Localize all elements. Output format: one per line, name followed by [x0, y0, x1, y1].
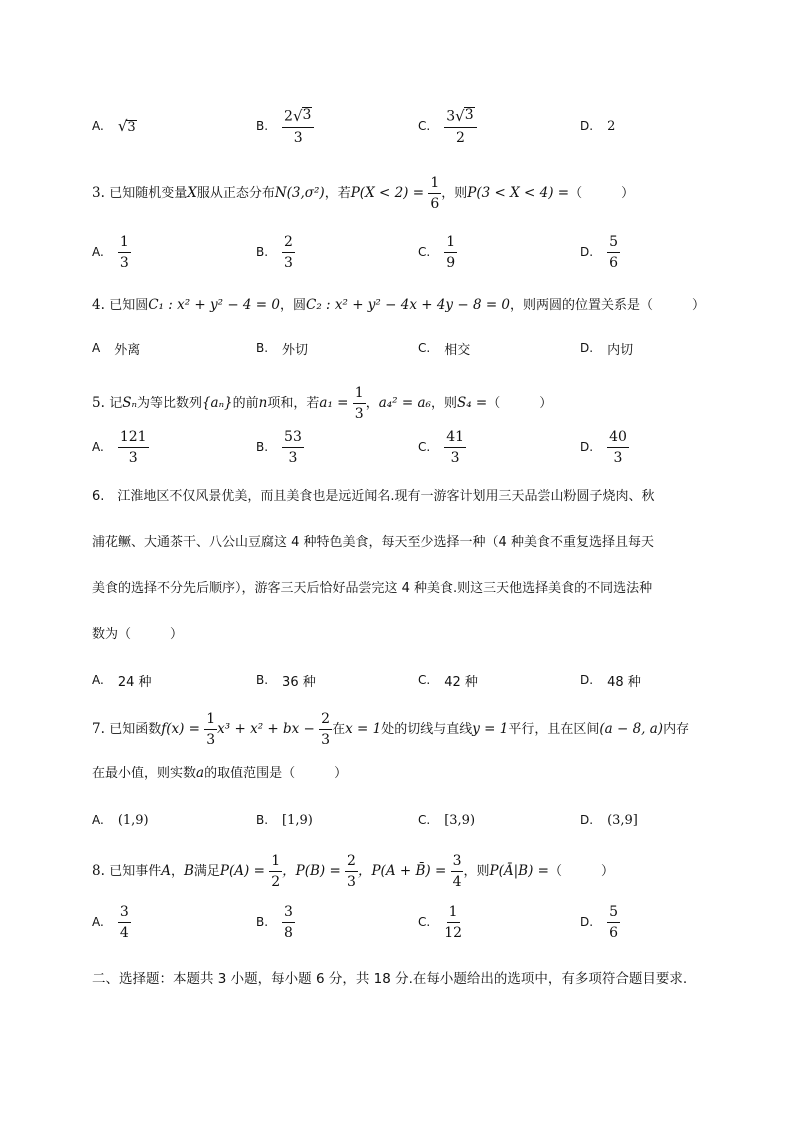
- fraction: 2 √ 3 3: [282, 107, 314, 144]
- q8-option-d[interactable]: D. $\frac{5}{6}$: [580, 903, 618, 941]
- q7-option-a[interactable]: A. (1,9): [92, 812, 149, 828]
- q7-options: [92, 800, 712, 840]
- question-4: 4. 已知圆C₁ : x² + y² − 4 = 0，圆C₂ : x² + y² − 4x + 4y − 8 = 0，则两圆的位置关系是（ ）: [92, 297, 706, 313]
- q8-option-c[interactable]: C. $\frac{1}{12}$: [418, 903, 463, 941]
- q2-option-a[interactable]: A. √ 3: [92, 117, 136, 135]
- sqrt-expression: √ 3: [117, 117, 136, 135]
- fraction: 3 √ 3 2: [444, 107, 476, 144]
- question-6-line-4: 数为（ ）: [92, 627, 184, 642]
- q3-option-c[interactable]: C. $\frac{1}{9}$: [418, 233, 456, 271]
- q7-option-d[interactable]: D. (3,9]: [580, 812, 638, 828]
- q4-option-c[interactable]: C. 相交: [418, 341, 471, 358]
- question-6-line-3: 美食的选择不分先后顺序），游客三天后恰好品尝完这 4 种美食.则这三天他选择美食的不同选法种: [92, 581, 653, 596]
- q6-options: [92, 660, 712, 700]
- question-7-line-2: 在最小值，则实数a的取值范围是（ ）: [92, 765, 348, 781]
- q8-option-a[interactable]: A. $\frac{3}{4}$: [92, 903, 129, 941]
- question-5: 5. 记Sₙ为等比数列{aₙ}的前n项和，若a₁ = $\frac{1}{3}$ ，a₄² = a₆，则S₄ =（ ）: [92, 385, 553, 422]
- q7-option-b[interactable]: B. [1,9): [256, 812, 313, 828]
- q5-option-d[interactable]: D. $\frac{40}{3}$: [580, 428, 627, 466]
- q7-option-c[interactable]: C. [3,9): [418, 812, 476, 828]
- section-2-heading: 二、选择题：本题共 3 小题，每小题 6 分，共 18 分.在每小题给出的选项中，有多项符合题目要求.: [92, 971, 688, 987]
- question-8: 8. 已知事件A，B满足P(A) = $\frac{1}{2}$ ，P(B) = $\frac{2}{3}$ ，P(A + B̄) = $\frac{3}{4}$ ，则P(Ā|B) =（ ）: [92, 853, 614, 890]
- q3-option-b[interactable]: B. $\frac{2}{3}$: [256, 233, 293, 271]
- question-7-line-1: 7. 已知函数f(x) = $\frac{1}{3}$ x³ + x² + bx − $\frac{2}{3}$ 在x = 1处的切线与直线y = 1平行，且在区间(a − 8, a)内存: [92, 711, 690, 748]
- fraction: $\frac{1}{6}$: [430, 175, 440, 212]
- q2-option-d[interactable]: D. 2: [580, 118, 616, 134]
- q8-options: [92, 902, 712, 942]
- q3-option-d[interactable]: D. $\frac{5}{6}$: [580, 233, 618, 271]
- q2-option-c[interactable]: C. 3 √ 3 2: [418, 106, 477, 146]
- q4-option-b[interactable]: B. 外切: [256, 341, 309, 358]
- q4-option-d[interactable]: D. 内切: [580, 341, 634, 358]
- q8-option-b[interactable]: B. $\frac{3}{8}$: [256, 903, 293, 941]
- q5-option-a[interactable]: A. $\frac{121}{3}$: [92, 428, 147, 466]
- q4-options: [92, 328, 712, 368]
- q2-option-b[interactable]: B. 2 √ 3 3: [256, 106, 314, 146]
- q6-option-b[interactable]: B. 36 种: [256, 673, 316, 690]
- q6-option-c[interactable]: C. 42 种: [418, 673, 478, 690]
- q6-option-d[interactable]: D. 48 种: [580, 673, 641, 690]
- q3-options: [92, 232, 712, 272]
- q5-option-c[interactable]: C. $\frac{41}{3}$: [418, 428, 465, 466]
- q5-option-b[interactable]: B. $\frac{53}{3}$: [256, 428, 302, 466]
- question-6-line-2: 浦花鳜、大通茶干、八公山豆腐这 4 种特色美食，每天至少选择一种（4 种美食不重复选择且每天: [92, 535, 654, 550]
- question-6-line-1: 6. 江淮地区不仅风景优美，而且美食也是远近闻名.现有一游客计划用三天品尝山粉圆子烧肉、秋: [92, 489, 655, 504]
- q5-options: [92, 427, 712, 467]
- q4-option-a[interactable]: A 外离: [92, 341, 141, 358]
- question-3: 3. 已知随机变量X服从正态分布N(3,σ²)，若P(X < 2) = $\frac{1}{6}$ ，则P(3 < X < 4) =（ ）: [92, 175, 635, 212]
- q3-option-a[interactable]: A. $\frac{1}{3}$: [92, 233, 129, 271]
- q2-options: [92, 106, 712, 146]
- q6-option-a[interactable]: A. 24 种: [92, 673, 152, 690]
